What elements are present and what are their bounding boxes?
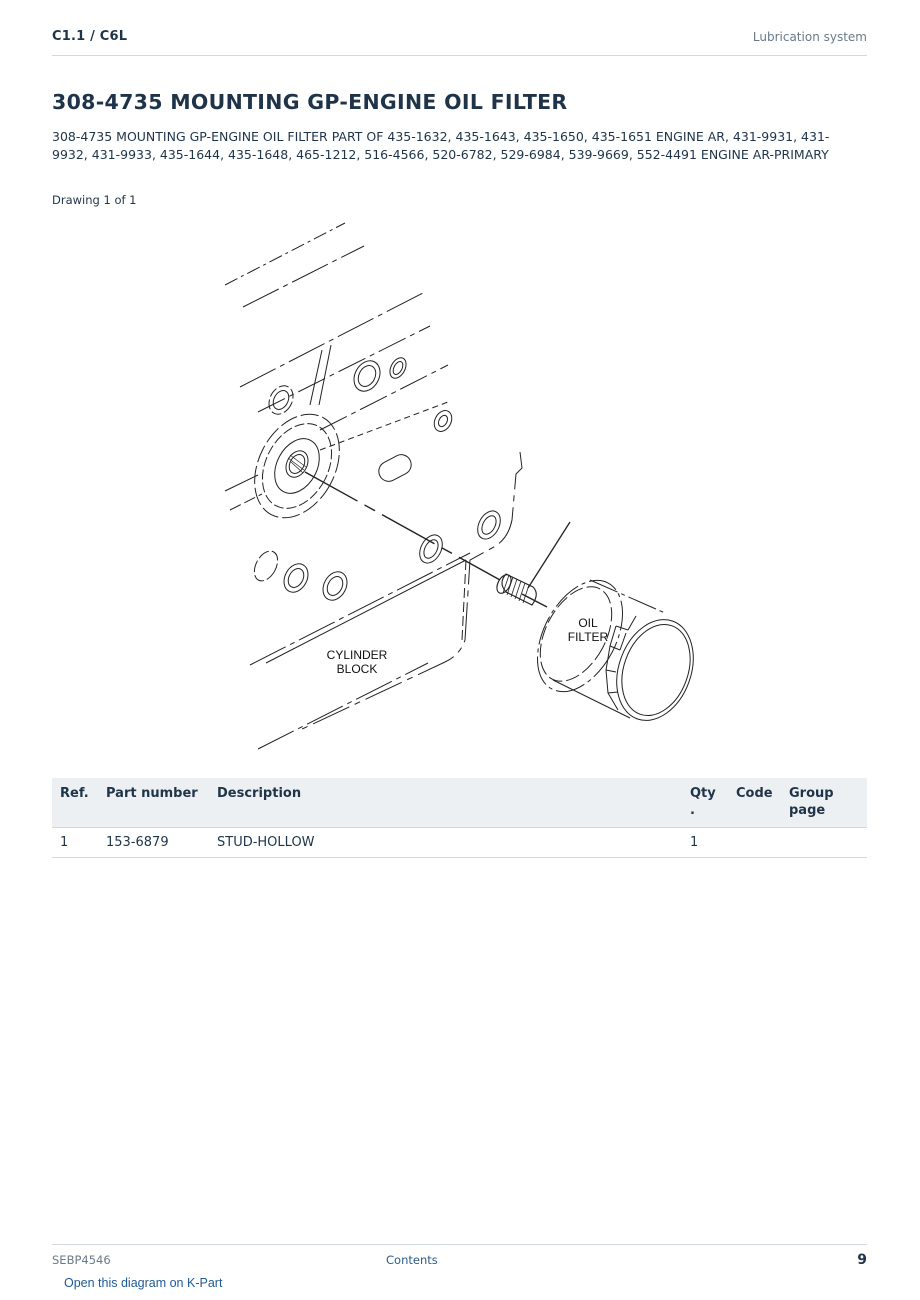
open-in-kpart-link[interactable]: Open this diagram on K-Part	[64, 1276, 223, 1290]
bolt-hole	[473, 507, 505, 543]
bolt-hole	[431, 408, 455, 435]
cell-qty: 1	[682, 828, 728, 858]
slot	[375, 451, 414, 485]
cell-description: STUD-HOLLOW	[209, 828, 682, 858]
bolt-hole	[349, 356, 385, 396]
phantom-line	[240, 293, 423, 387]
phantom-line	[225, 475, 258, 491]
bolt-hole	[279, 560, 313, 597]
page-subtitle: 308-4735 MOUNTING GP-ENGINE OIL FILTER PART OF 435-1632, 435-1643, 435-1650, 435-1651 ENGINE AR, 431-9931, 431-9932, 431-9933, 435-1644, 435-1648, 465-1212, 516-4566, 520-6782, 529-6984, 539-9669, 552-4491 ENGINE AR-PRIMARY	[52, 129, 830, 162]
label-cylinder-block-line2: BLOCK	[336, 662, 378, 676]
oil-filter	[520, 566, 707, 731]
phantom-line	[243, 246, 364, 307]
header-model: C1.1 / C6L	[52, 29, 128, 44]
label-oil-filter-line1: OIL	[578, 616, 598, 630]
bolt-hole	[318, 568, 352, 605]
stud-hollow	[494, 572, 536, 605]
label-oil-filter-line2: FILTER	[567, 630, 609, 644]
col-header-group-page: Group page	[781, 778, 867, 828]
table-header-row	[52, 778, 867, 828]
col-header-ref: Ref.	[52, 778, 98, 828]
col-header-code: Code	[728, 778, 781, 828]
ref-leader-line	[528, 522, 570, 588]
col-header-description: Description	[209, 778, 682, 828]
cell-group-page	[781, 828, 867, 858]
drawing-count: Drawing 1 of 1	[52, 193, 137, 207]
bolt-hole	[415, 531, 447, 567]
phantom-line	[225, 223, 345, 285]
threaded-port-inner	[286, 452, 308, 476]
page-number: 9	[857, 1252, 867, 1268]
parts-table	[52, 778, 867, 858]
label-cylinder-block-line1: CYLINDER	[326, 648, 388, 662]
contents-link[interactable]: Contents	[386, 1253, 438, 1267]
col-header-part-number: Part number	[98, 778, 209, 828]
cell-part-number: 153-6879	[98, 828, 209, 858]
bolt-hole	[250, 547, 283, 585]
cell-ref: 1	[52, 828, 98, 858]
footer-divider	[52, 1244, 867, 1245]
bolt-hole-inner	[437, 414, 450, 428]
header-section: Lubrication system	[752, 30, 867, 44]
filter-mount-ring	[249, 412, 346, 521]
phantom-line	[258, 326, 430, 412]
assembly-centerline	[305, 472, 500, 580]
col-header-qty: Qty .	[682, 778, 728, 828]
block-outline	[300, 452, 522, 730]
cell-code	[728, 828, 781, 858]
footer-doc-id: SEBP4546	[52, 1253, 111, 1267]
phantom-line	[320, 365, 448, 430]
filter-mount-base	[238, 400, 357, 533]
filter-mount-face	[266, 431, 329, 501]
table-row	[52, 828, 867, 858]
page-title: 308-4735 MOUNTING GP-ENGINE OIL FILTER	[52, 90, 568, 114]
bolt-hole	[387, 355, 410, 381]
threaded-port	[282, 447, 313, 481]
